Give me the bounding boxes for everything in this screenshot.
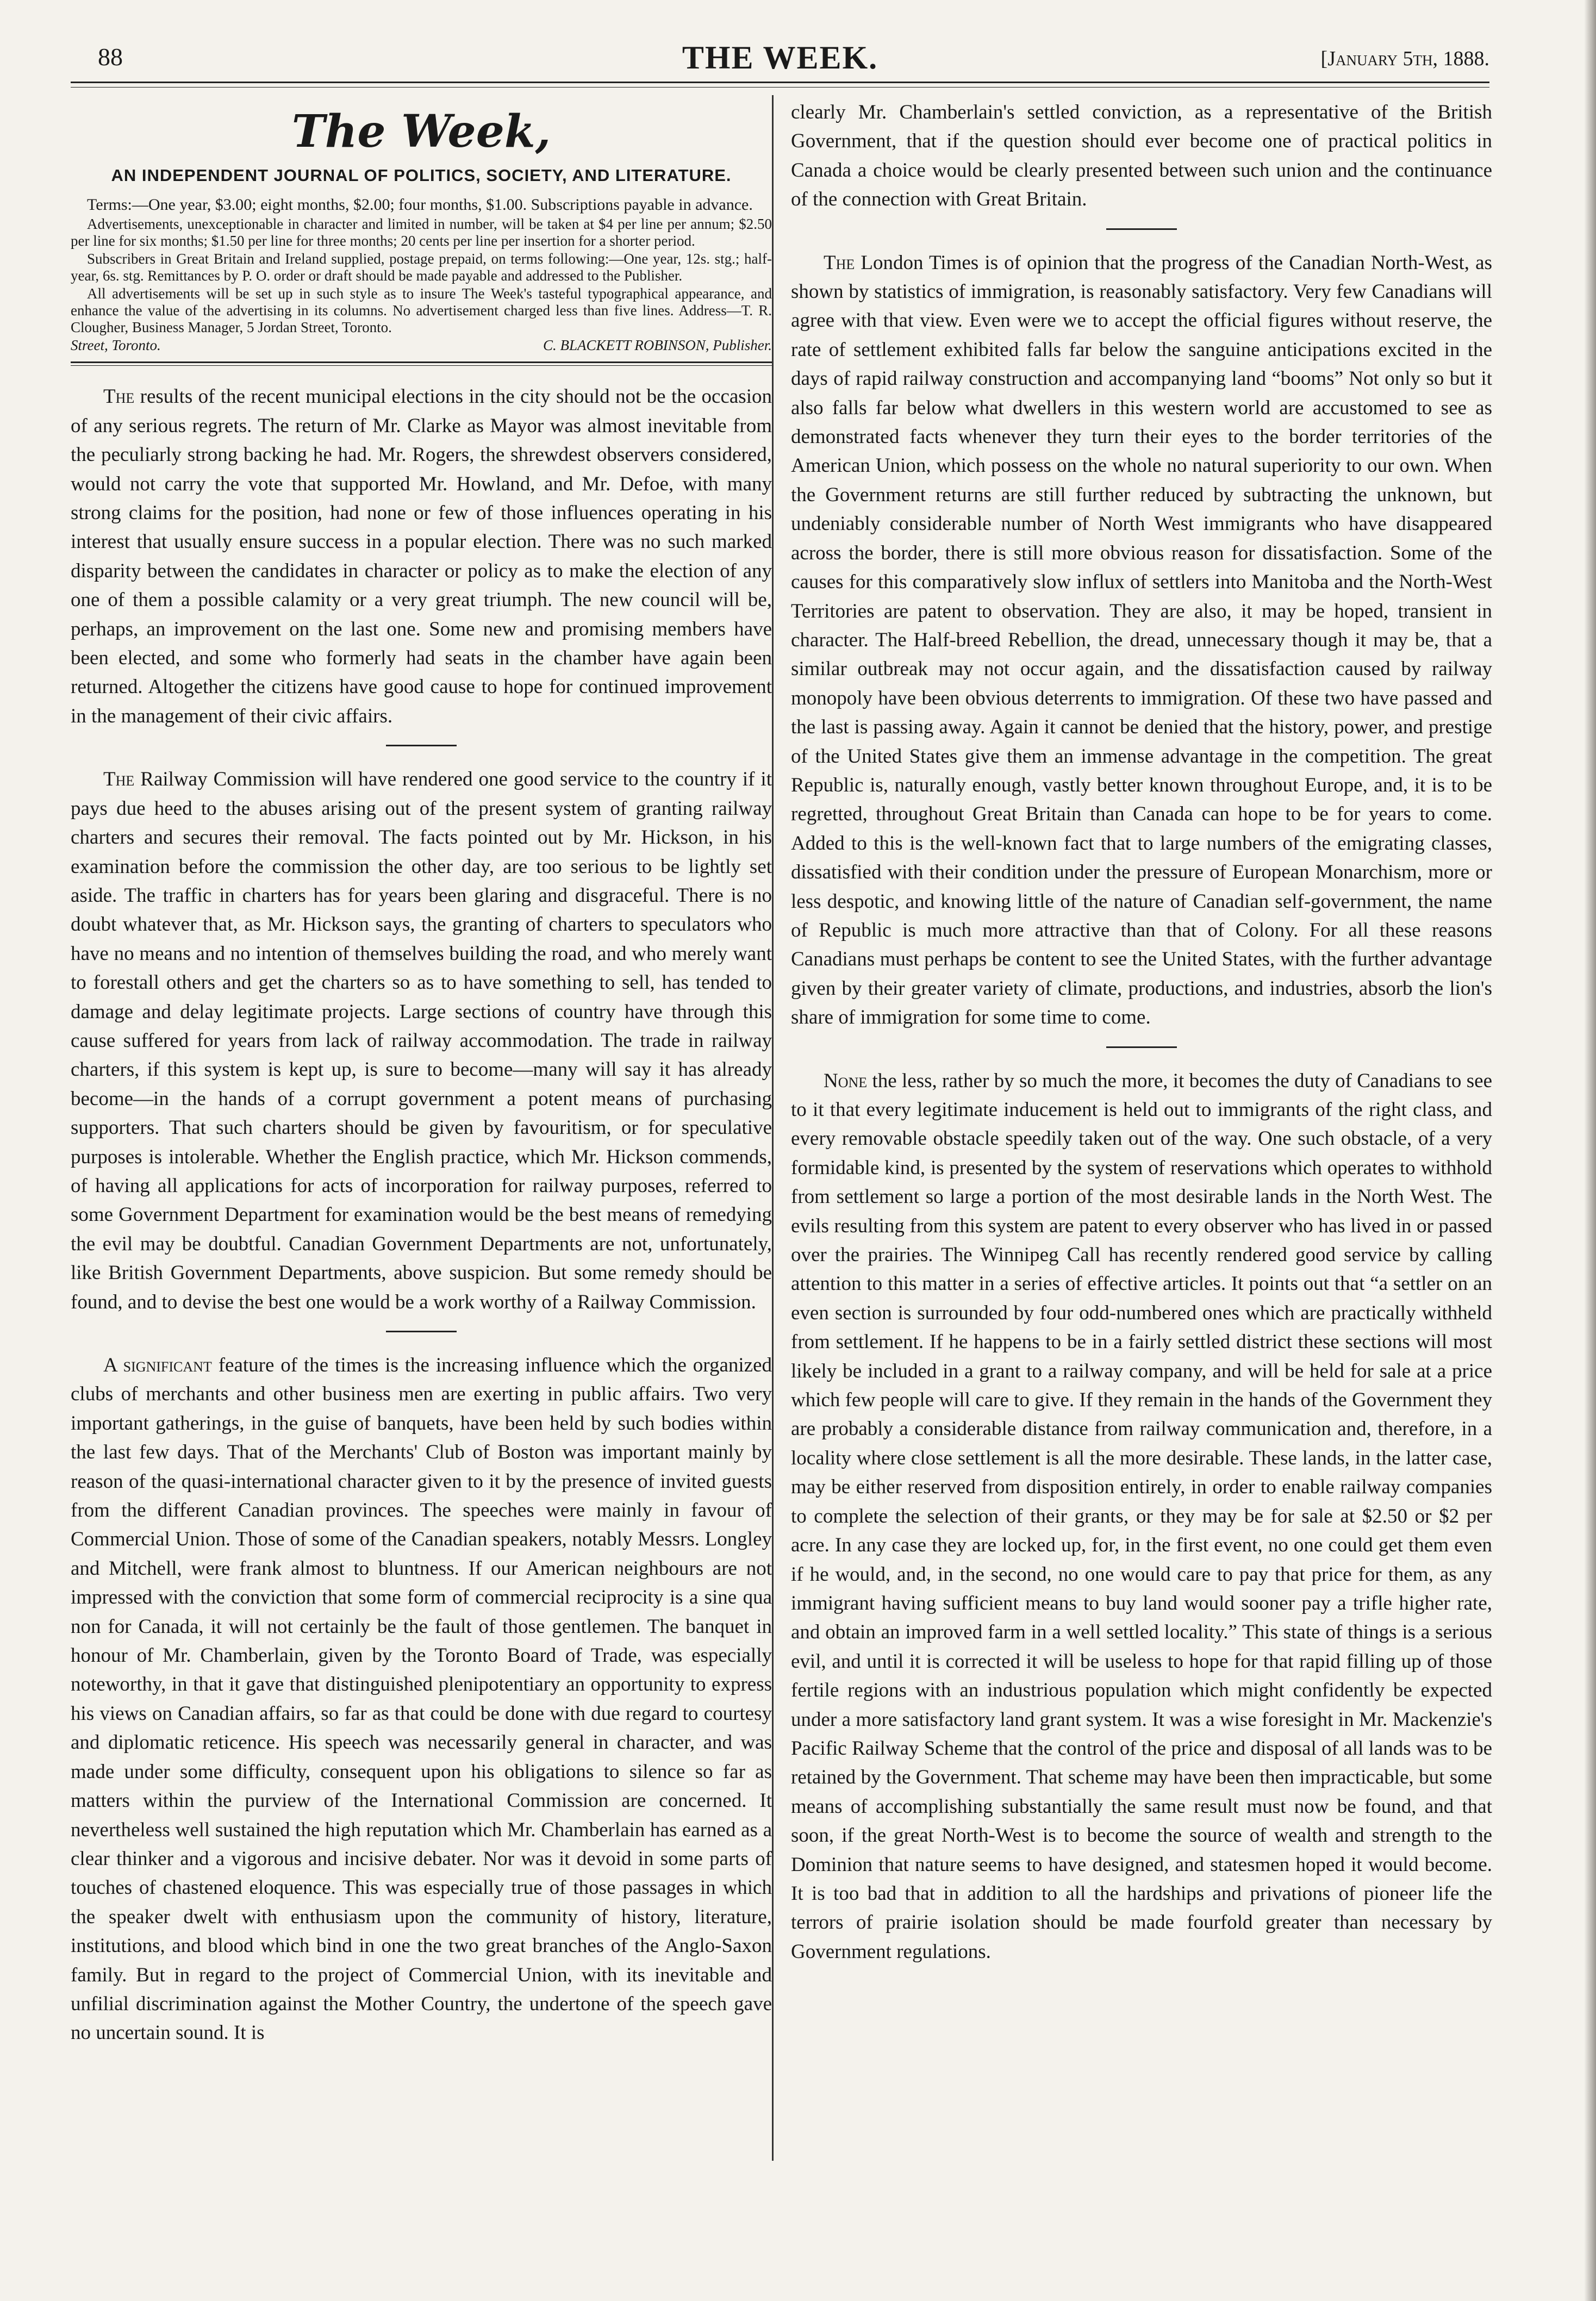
section-separator [1106,228,1177,230]
left-column [71,98,772,2048]
subscription-terms: Terms:—One year, $3.00; eight months, $2.00; four months, $1.00. Subscriptions payable in advance. [87,196,753,214]
masthead-tagline: AN INDEPENDENT JOURNAL OF POLITICS, SOCIETY, AND LITERATURE. [111,166,732,185]
page-edge-shadow [1584,0,1596,2301]
lead-word: The [103,768,135,791]
article-land-reservations [791,1067,1492,1967]
article-chamberlain-continued: clearly Mr. Chamberlain's settled conviction, as a representative of the British Government, that if the question should ever become one of practical politics in Canada a choice would be clearly presented between such union and the continuance of the connection with Great Britain. [791,101,1492,211]
article-north-west-immigration [791,248,1492,1032]
publisher-line [71,337,772,354]
subscriber-note: Subscribers in Great Britain and Ireland supplied, postage prepaid, on terms following:—One year, 12s. stg.; half-year, 6s. stg. Remittances by P. O. order or draft should be made payable and addressed to the Publisher. [71,251,772,284]
section-separator [1106,1046,1177,1048]
header-rule [71,82,1489,83]
article-body: Railway Commission will have rendered one good service to the country if it pays due heed to the abuses arising out of the present system of granting railway charters and secures their removal. The facts pointed out by Mr. Hickson, in his examination before the commission the other day, are too serious to be lightly set aside. The traffic in charters has for years been glaring and disgraceful. There is no doubt whatever that, as Mr. Hickson says, the granting of charters to speculators who have no means and no intention of themselves building the road, and who merely want to forestall others and get the charters so as to have something to sell, has tended to damage and delay legitimate projects. Large sections of country have through this cause suffered for years from lack of railway accommodation. The trade in railway charters, if this system is kept up, is sure to become—many will say it has already become—in the hands of a corrupt government a potent means of purchasing supporters. That such charters should be given by favouritism, or for speculative purposes is intolerable. Whether the English practice, which Mr. Hickson commends, of having all applications for acts of incorporation for railway purposes, referred to some Government Department for examination would be the best means of remedying the evil may be doubtful. Canadian Government Departments are not, unfortunately, like British Government Departments, above suspicion. But some remedy should be found, and to devise the best one would be a work worthy of a Railway Commission. [71,768,772,1313]
running-header [71,42,1489,80]
masthead-fine-print [71,195,772,354]
advertising-rates: Advertisements, unexceptionable in character and limited in number, will be taken at $4 per line per annum; $2.50 per line for six months; $1.50 per line for three months; 20 cents per line per insertion for a shorter period. [71,216,772,250]
masthead-logo: The Week, [291,105,551,158]
lead-word: None [824,1069,868,1092]
article-railway-commission [71,765,772,1317]
right-column [791,98,1492,1966]
lead-word: The [824,251,855,274]
article-merchants-clubs [71,1351,772,2048]
article-municipal-elections [71,382,772,731]
publisher-address: Street, Toronto. [71,337,161,354]
article-body: the less, rather by so much the more, it becomes the duty of Canadians to see to it that every legitimate inducement is held out to immigrants of the right class, and every removable obstacle speedily taken out of the way. One such obstacle, of a very formidable kind, is presented by the system of reservations which operates to withhold from settlement so large a portion of the most desirable lands in the North West. The evils resulting from this system are patent to every observer who has lived in or passed over the prairies. The Winnipeg Call has recently rendered good service by calling attention to this matter in a series of effective articles. It points out that “a settler on an even section is surrounded by four odd-numbered ones which are practically withheld from settlement. If he happens to be in a fairly settled district these sections will most likely be included in a grant to a railway company, and will be held for sale at a price which few people will care to give. If they remain in the hands of the Government they are probably a considerable distance from railway communication and, therefore, in a locality where close settlement is all the more desirable. These lands, in the latter case, may be either reserved from disposition entirely, in order to enable railway companies to complete the selection of their grants, or they may be for sale at $2.50 or $2 per acre. In any case they are locked up, for, in the first event, no one could get them even if he would, and, in the second, no one would care to pay that price for them, as any immigrant having sufficient means to buy land would sooner pay a trifle higher rate, and obtain an improved farm in a well settled locality.” This state of things is a serious evil, and until it is corrected it will be useless to hope for that rapid filling up of those fertile regions with an industrious population which might confidently be expected under a more satisfactory land grant system. It was a wise foresight in Mr. Mackenzie's Pacific Railway Scheme that the control of the price and disposal of all lands was to be retained by the Government. That scheme may have been then impracticable, but some means of accomplishing substantially the same result must now be found, and that soon, if the great North-West is to become the source of wealth and strength to the Dominion that nature seems to have designed, and statesmen hoped it would become. It is too bad that in addition to all the hardships and privations of pioneer life the terrors of prairie isolation should be made fourfold greater than necessary by Government regulations. [791,1069,1492,1963]
masthead [71,104,772,190]
style-note: All advertisements will be set up in such style as to insure The Week's tasteful typographical appearance, and enhance the value of the advertising in its columns. No advertisement charged less than five lines. Address—T. R. Clougher, Business Manager, 5 Jordan Street, Toronto. [71,285,772,336]
issue-date: [January 5th, 1888. [1320,47,1489,70]
publisher-name: C. BLACKETT ROBINSON, Publisher. [543,337,772,354]
section-separator [386,745,457,746]
article-body: results of the recent municipal elections in the city should not be the occasion of any serious regrets. The return of Mr. Clarke as Mayor was almost inevitable from the peculiarly strong backing he had. Mr. Rogers, the shrewdest observers considered, would not carry the vote that supported Mr. Howland, and Mr. Defoe, with many strong claims for the position, had none or few of those influences operating in his interest that usually ensure success in a popular election. There was no such marked disparity between the candidates in character or policy as to make the election of any one of them a possible calamity or a very great triumph. The new council will be, perhaps, an improvement on the last one. Some new and promising members have been elected, and some who formerly had seats in the chamber have again been returned. Altogether the citizens have good cause to hope for continued improvement in the management of their civic affairs. [71,385,772,727]
article-body: feature of the times is the increasing influence which the organized clubs of merchants and other business men are exerting in public affairs. Two very important gatherings, in the guise of banquets, have been held by such bodies within the last few days. That of the Merchants' Club of Boston was important mainly by reason of the quasi-international character given to it by the presence of invited guests from the different Canadian provinces. The speeches were mainly in favour of Commercial Union. Those of some of the Canadian speakers, notably Messrs. Longley and Mitchell, were frank almost to bluntness. If our American neighbours are not impressed with the conviction that some form of commercial reciprocity is a sine qua non for Canada, it will not certainly be the fault of those gentlemen. The banquet in honour of Mr. Chamberlain, given by the Toronto Board of Trade, was especially noteworthy, in that it gave that distinguished plenipotentiary an opportunity to express his views on Canadian affairs, so far as that could be done with due regard to courtesy and diplomatic reticence. His speech was necessarily general in character, and was made under some difficulty, consequent upon his obligations to silence so far as matters within the purview of the International Commission are concerned. It nevertheless well sustained the high reputation which Mr. Chamberlain has earned as a clear thinker and a vigorous and incisive debater. Nor was it devoid in some parts of touches of chastened eloquence. This was especially true of those passages in which the speaker dwelt with enthusiasm upon the community of history, literature, institutions, and blood which bind in one the two great branches of the Anglo-Saxon family. But in regard to the project of Commercial Union, with its inevitable and unfilial discrimination against the Mother Country, the undertone of the speech gave no uncertain sound. It is [71,1354,772,2044]
header-rule-thin [71,87,1489,88]
section-separator [386,1331,457,1332]
journal-title: THE WEEK. [682,40,878,76]
page-number: 88 [98,43,123,71]
lead-word: The [103,385,135,408]
article-body: London Times is of opinion that the progress of the Canadian North-West, as shown by statistics of immigration, is reasonably satisfactory. Very few Canadians will agree with that view. Even were we to accept the official figures without reserve, the rate of settlement exhibited falls far below the sanguine anticipations excited in the days of rapid railway construction and accompanying land “booms” Not only so but it also falls far below what dwellers in this western world are accustomed to see as demonstrated facts whenever they turn their eyes to the border territories of the American Union, which possess on the whole no natural superiority to our own. When the Government returns are still further reduced by subtracting the unknown, but undeniably considerable number of North West immigrants who have disappeared across the border, there is still more obvious reason for dissatisfaction. Some of the causes for this comparatively slow influx of settlers into Manitoba and the North-West Territories are patent to observation. They are also, it may be hoped, transient in character. The Half-breed Rebellion, the dread, unnecessary though it may be, that a similar outbreak may not occur again, and the dissatisfaction caused by railway monopoly have been obvious deterrents to immigration. Of these two have passed and the last is passing away. Again it cannot be denied that the history, power, and prestige of the United States give them an immense advantage in the competition. The great Republic is, naturally enough, vastly better known throughout Europe, and, it is to be regretted, throughout Great Britain than Canada can hope to be for years to come. Added to this is the well-known fact that to large numbers of the emigrating classes, dissatisfied with their condition under the pressure of European Monarchism, more or less despotic, and knowing little of the nature of Canadian self-government, the name of Republic is much more attractive than that of Colony. For all these reasons Canadians must perhaps be content to see the United States, with the further advantage given by their greater variety of climate, productions, and industries, absorb the lion's share of immigration for some time to come. [791,251,1492,1029]
lead-word: A significant [103,1354,212,1376]
column-divider [772,95,774,2161]
masthead-rule [71,361,772,366]
